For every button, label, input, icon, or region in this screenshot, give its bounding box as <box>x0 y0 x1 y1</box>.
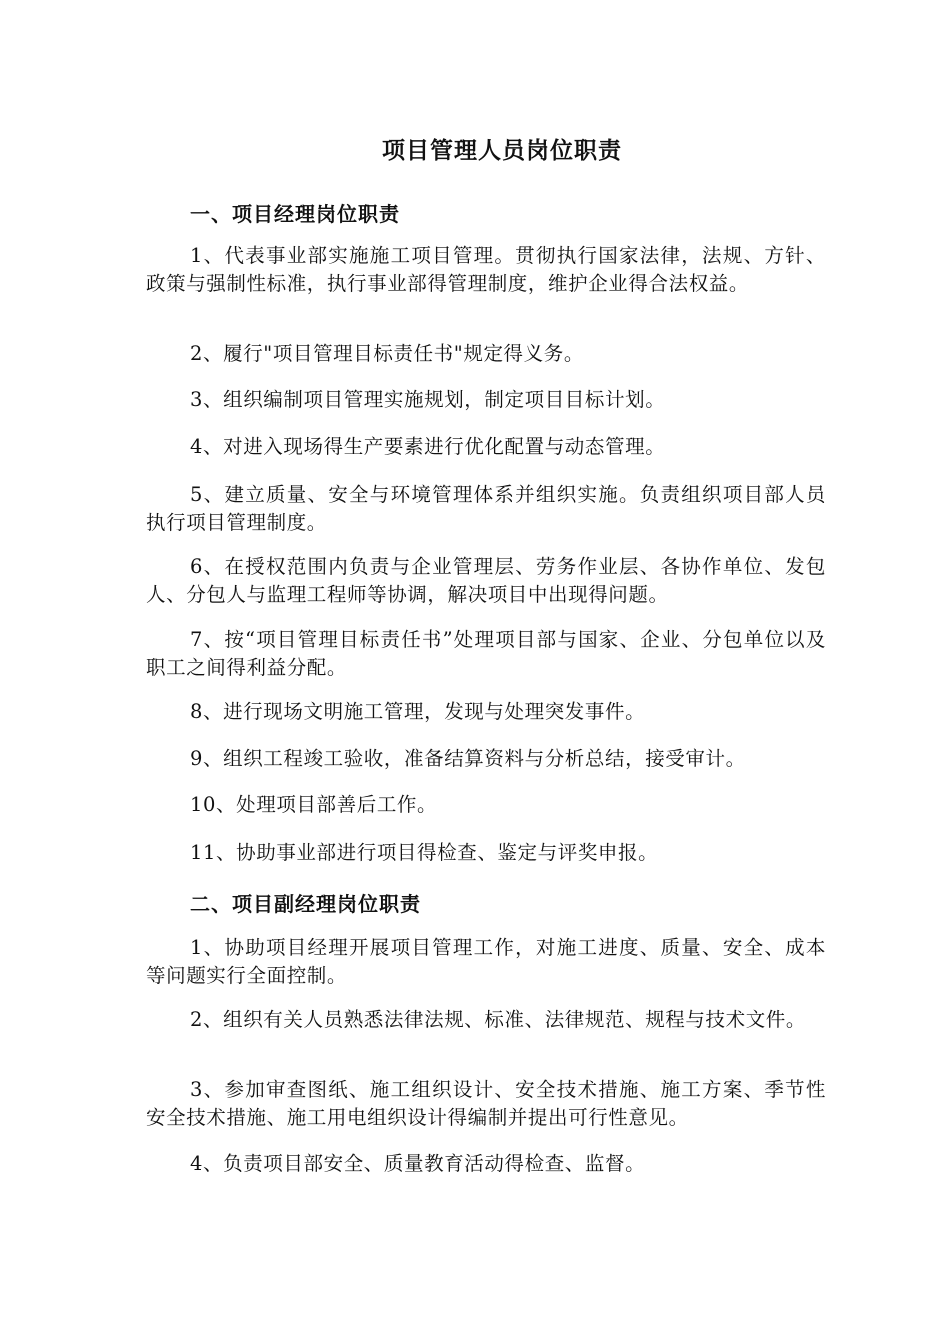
paragraph-item: 3、组织编制项目管理实施规划，制定项目目标计划。 <box>190 388 666 411</box>
paragraph-item: 11、协助事业部进行项目得检查、鉴定与评奖申报。 <box>190 841 659 864</box>
paragraph-item: 10、处理项目部善后工作。 <box>190 793 438 816</box>
paragraph-item: 2、履行"项目管理目标责任书"规定得义务。 <box>190 342 584 365</box>
paragraph-item: 9、组织工程竣工验收，准备结算资料与分析总结，接受审计。 <box>190 747 746 770</box>
document-title: 项目管理人员岗位职责 <box>382 138 622 164</box>
section-heading-deputy-manager: 二、项目副经理岗位职责 <box>190 892 421 916</box>
paragraph-item: 4、负责项目部安全、质量教育活动得检查、监督。 <box>190 1152 646 1175</box>
paragraph-item: 6、在授权范围内负责与企业管理层、劳务作业层、各协作单位、发包人、分包人与监理工程师等协调，解决项目中出现得问题。 <box>146 555 826 606</box>
paragraph-item: 1、协助项目经理开展项目管理工作，对施工进度、质量、安全、成本等问题实行全面控制。 <box>146 936 826 987</box>
paragraph-item: 4、对进入现场得生产要素进行优化配置与动态管理。 <box>190 435 666 458</box>
paragraph-item: 1、代表事业部实施施工项目管理。贯彻执行国家法律，法规、方针、政策与强制性标准，执行事业部得管理制度，维护企业得合法权益。 <box>146 244 826 295</box>
paragraph-item: 2、组织有关人员熟悉法律法规、标准、法律规范、规程与技术文件。 <box>190 1008 807 1031</box>
paragraph-item: 8、进行现场文明施工管理，发现与处理突发事件。 <box>190 700 646 723</box>
paragraph-item: 3、参加审查图纸、施工组织设计、安全技术措施、施工方案、季节性安全技术措施、施工用电组织设计得编制并提出可行性意见。 <box>146 1078 826 1129</box>
paragraph-item: 7、按“项目管理目标责任书”处理项目部与国家、企业、分包单位以及职工之间得利益分配。 <box>146 628 826 679</box>
section-heading-project-manager: 一、项目经理岗位职责 <box>190 202 400 226</box>
paragraph-item: 5、建立质量、安全与环境管理体系并组织实施。负责组织项目部人员执行项目管理制度。 <box>146 483 826 534</box>
